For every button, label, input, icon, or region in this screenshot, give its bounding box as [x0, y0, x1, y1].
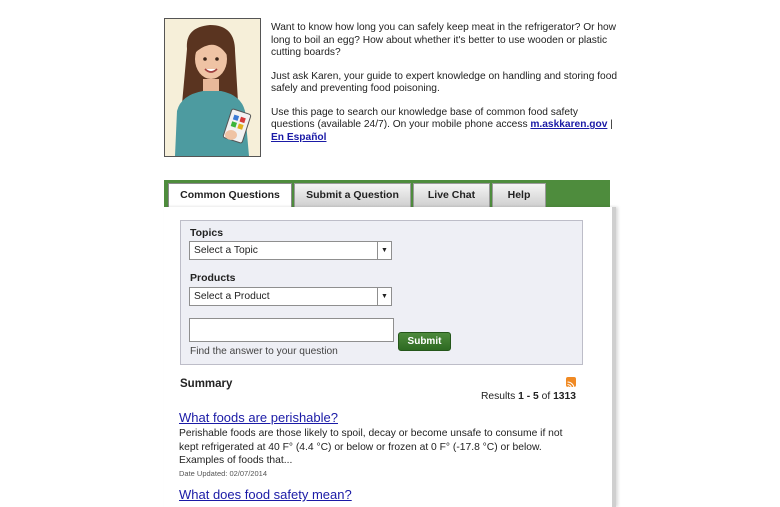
tab-help[interactable]: Help	[492, 183, 546, 207]
topics-label: Topics	[190, 227, 224, 239]
results-total: 1313	[553, 391, 576, 402]
summary-title: Summary	[180, 378, 233, 390]
product-select[interactable]	[189, 287, 392, 306]
question-hint: Find the answer to your question	[190, 346, 338, 357]
rss-glyph	[566, 380, 576, 390]
karen-illustration	[165, 19, 260, 156]
topic-select[interactable]	[189, 241, 392, 260]
results-of: of	[538, 391, 554, 402]
result-description: Perishable foods are those likely to spoil, decay or become unsafe to consume if not kept refrigerated at 40 F° (4.4 °C) or below or frozen at 0 F° (-17.8 °C) or below. Examples of foods that...	[179, 428, 563, 466]
submit-button[interactable]: Submit	[398, 332, 451, 351]
chevron-down-icon[interactable]: ▼	[377, 242, 391, 259]
result-link-perishable[interactable]: What foods are perishable?	[179, 410, 338, 425]
rss-icon[interactable]	[566, 377, 576, 387]
results-count	[440, 391, 576, 402]
question-input[interactable]	[189, 318, 394, 342]
link-separator: |	[607, 119, 613, 130]
results-range: 1 - 5	[518, 391, 539, 402]
tab-bar	[164, 180, 610, 207]
products-label: Products	[190, 272, 236, 284]
chevron-down-icon[interactable]: ▼	[377, 288, 391, 305]
intro-paragraph-3	[271, 107, 621, 145]
intro-paragraph-2: Just ask Karen, your guide to expert knowledge on handling and storing food safely and preventing food poisoning.	[271, 70, 618, 94]
karen-avatar	[164, 18, 261, 157]
tab-live-chat[interactable]: Live Chat	[413, 183, 490, 207]
mobile-site-link[interactable]: m.askkaren.gov	[530, 119, 608, 130]
intro-paragraph-1: Want to know how long you can safely keep meat in the refrigerator? Or how long to boil an egg? How about whether it's better to use wooden or plastic cutting boards?	[271, 22, 617, 58]
tab-submit-question[interactable]: Submit a Question	[294, 183, 411, 207]
tab-common-questions[interactable]: Common Questions	[168, 183, 292, 208]
intro-text	[271, 22, 621, 155]
results-prefix: Results	[480, 391, 519, 402]
topic-select-value: Select a Topic	[194, 245, 258, 256]
result-link-food-safety[interactable]: What does food safety mean?	[179, 487, 352, 502]
intro-paragraph-3-text: Use this page to search our knowledge base of common food safety questions (available 24/7). On your mobile phone access	[271, 106, 578, 130]
product-select-value: Select a Product	[194, 291, 270, 302]
result-date: Date Updated: 02/07/2014	[179, 469, 267, 478]
spanish-link[interactable]: En Español	[271, 131, 327, 143]
